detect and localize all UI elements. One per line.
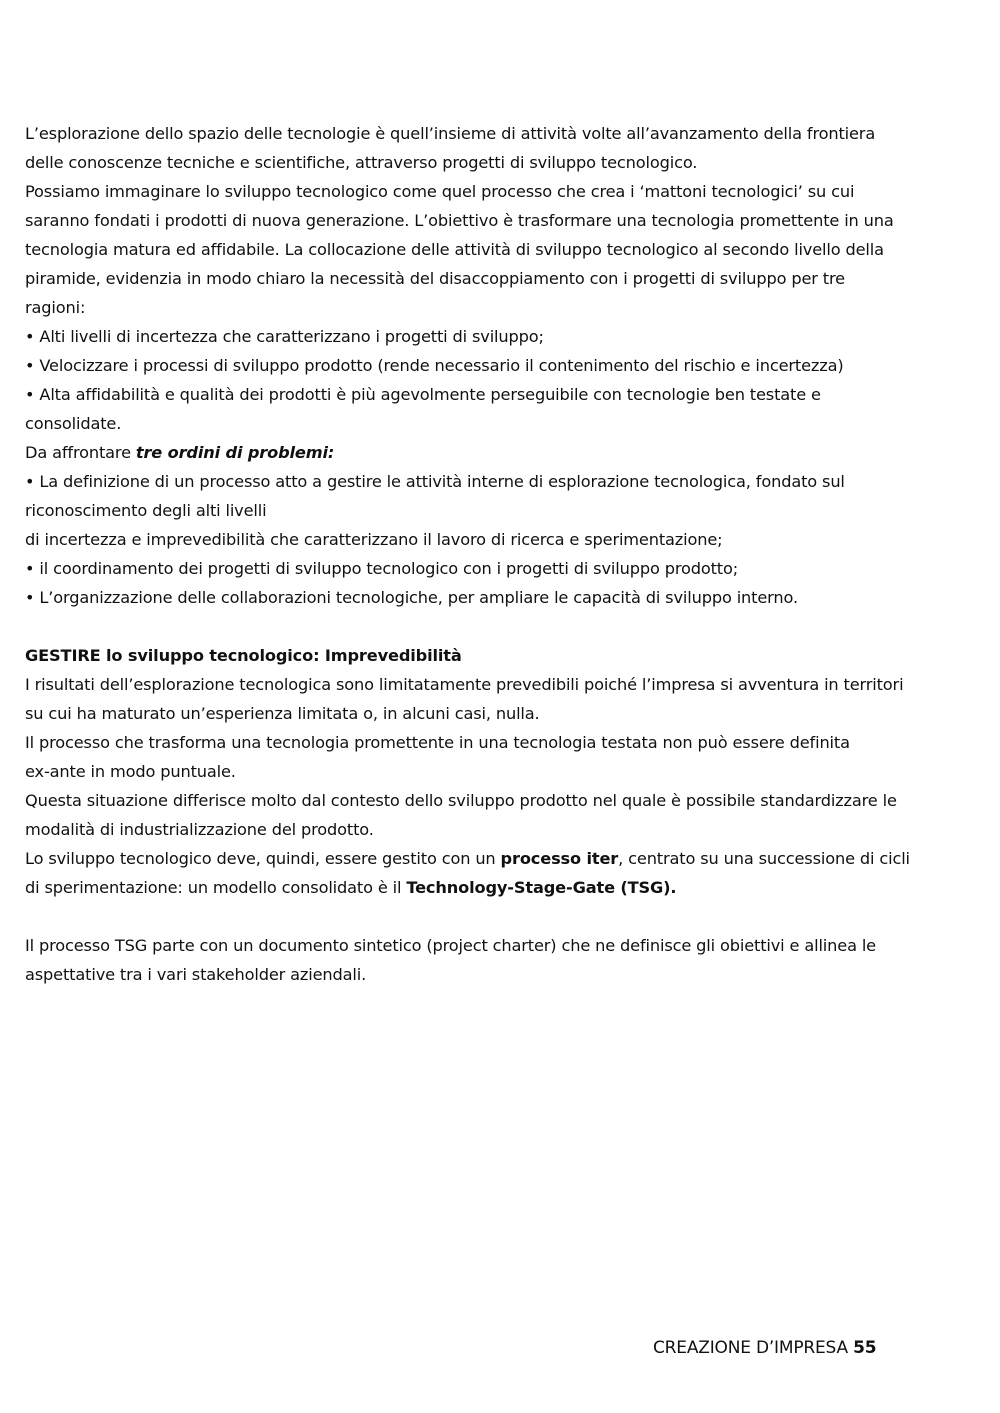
paragraph-line xyxy=(25,844,955,873)
tsg-before: di sperimentazione: un modello consolidato è il xyxy=(25,878,407,897)
problems-emphasis: tre ordini di problemi: xyxy=(135,443,335,462)
page-footer xyxy=(653,1334,876,1362)
bullet-item-continuation: riconoscimento degli alti livelli xyxy=(25,501,267,520)
paragraph-line xyxy=(25,873,955,902)
bullet-item: • Velocizzare i processi di sviluppo prodotto (rende necessario il contenimento del rischio e incertezza) xyxy=(25,356,844,375)
section-heading: GESTIRE lo sviluppo tecnologico: Imprevedibilità xyxy=(25,646,462,665)
paragraph-line: Questa situazione differisce molto dal contesto dello sviluppo prodotto nel quale è possibile standardizzare le xyxy=(25,791,897,810)
page-body xyxy=(25,119,955,989)
spacer xyxy=(25,612,955,641)
paragraph-line: I risultati dell’esplorazione tecnologica sono limitatamente prevedibili poiché l’impresa si avventura in territori xyxy=(25,675,904,694)
paragraph-line: ragioni: xyxy=(25,298,86,317)
bullet-item: • Alta affidabilità e qualità dei prodotti è più agevolmente perseguibile con tecnologie ben testate e xyxy=(25,385,821,404)
iter-before: Lo sviluppo tecnologico deve, quindi, essere gestito con un xyxy=(25,849,501,868)
problems-prefix: Da affrontare xyxy=(25,443,136,462)
paragraph-line: su cui ha maturato un’esperienza limitata o, in alcuni casi, nulla. xyxy=(25,704,540,723)
paragraph-line: modalità di industrializzazione del prodotto. xyxy=(25,820,374,839)
page-number: 55 xyxy=(853,1338,877,1358)
paragraph-line: saranno fondati i prodotti di nuova generazione. L’obiettivo è trasformare una tecnologia promettente in una xyxy=(25,211,894,230)
paragraph-line: aspettative tra i vari stakeholder aziendali. xyxy=(25,965,367,984)
paragraph-line: L’esplorazione dello spazio delle tecnologie è quell’insieme di attività volte all’avanzamento della frontiera xyxy=(25,124,876,143)
tsg-emphasis: Technology-Stage-Gate (TSG). xyxy=(406,878,677,897)
paragraph-line: Il processo che trasforma una tecnologia promettente in una tecnologia testata non può essere definita xyxy=(25,733,850,752)
problems-intro xyxy=(25,438,955,467)
paragraph-line: Il processo TSG parte con un documento sintetico (project charter) che ne definisce gli obiettivi e allinea le xyxy=(25,936,876,955)
iter-after: , centrato su una successione di cicli xyxy=(618,849,910,868)
paragraph-line: tecnologia matura ed affidabile. La collocazione delle attività di sviluppo tecnologico al secondo livello della xyxy=(25,240,884,259)
bullet-item: • Alti livelli di incertezza che caratterizzano i progetti di sviluppo; xyxy=(25,327,544,346)
paragraph-line: ex-ante in modo puntuale. xyxy=(25,762,236,781)
bullet-item-continuation: consolidate. xyxy=(25,414,122,433)
iter-emphasis: processo iter xyxy=(500,849,619,868)
bullet-item-continuation: di incertezza e imprevedibilità che caratterizzano il lavoro di ricerca e sperimentazione; xyxy=(25,530,723,549)
footer-label: CREAZIONE D’IMPRESA xyxy=(653,1338,854,1358)
bullet-item: • il coordinamento dei progetti di sviluppo tecnologico con i progetti di sviluppo prodotto; xyxy=(25,559,739,578)
paragraph-line: Possiamo immaginare lo sviluppo tecnologico come quel processo che crea i ‘mattoni tecnologici’ su cui xyxy=(25,182,855,201)
paragraph-line: delle conoscenze tecniche e scientifiche, attraverso progetti di sviluppo tecnologico. xyxy=(25,153,698,172)
bullet-item: • La definizione di un processo atto a gestire le attività interne di esplorazione tecnologica, fondato sul xyxy=(25,472,845,491)
bullet-item: • L’organizzazione delle collaborazioni tecnologiche, per ampliare le capacità di sviluppo interno. xyxy=(25,588,798,607)
paragraph-line: piramide, evidenzia in modo chiaro la necessità del disaccoppiamento con i progetti di sviluppo per tre xyxy=(25,269,845,288)
spacer xyxy=(25,902,955,931)
